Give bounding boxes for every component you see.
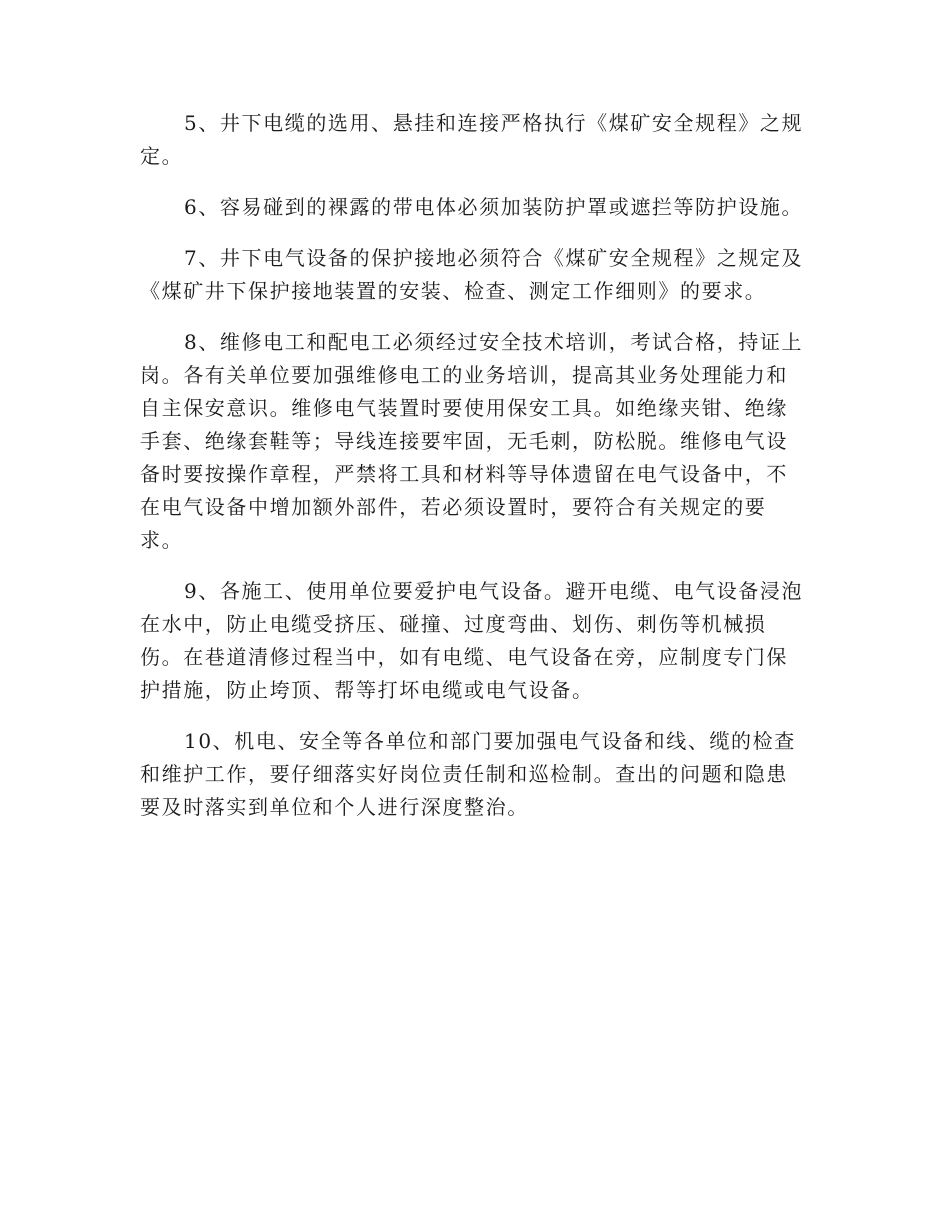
document-body (140, 107, 804, 842)
paragraph-item-8: 8、维修电工和配电工必须经过安全技术培训，考试合格，持证上岗。各有关单位要加强维修电工的业务培训，提高其业务处理能力和自主保安意识。维修电气装置时要使用保安工具。如绝缘夹钳、绝缘手套、绝缘套鞋等；导线连接要牢固，无毛刺，防松脱。维修电气设备时要按操作章程，严禁将工具和材料等导体遗留在电气设备中，不在电气设备中增加额外部件，若必须设置时，要符合有关规定的要求。 (140, 330, 804, 552)
paragraph-item-10: 10、机电、安全等各单位和部门要加强电气设备和线、缆的检查和维护工作，要仔细落实好岗位责任制和巡检制。查出的问题和隐患要及时落实到单位和个人进行深度整治。 (140, 729, 796, 819)
paragraph-item-5: 5、井下电缆的选用、悬挂和连接严格执行《煤矿安全规程》之规定。 (140, 111, 804, 168)
paragraph-item-7: 7、井下电气设备的保护接地必须符合《煤矿安全规程》之规定及《煤矿井下保护接地装置的安装、检查、测定工作细则》的要求。 (140, 246, 804, 303)
paragraph-item-6: 6、容易碰到的裸露的带电体必须加装防护罩或遮拦等防护设施。 (184, 195, 804, 219)
paragraph-item-9: 9、各施工、使用单位要爱护电气设备。避开电缆、电气设备浸泡在水中，防止电缆受挤压、碰撞、过度弯曲、划伤、刺伤等机械损伤。在巷道清修过程当中，如有电缆、电气设备在旁，应制度专门保护措施，防止垮顶、帮等打坏电缆或电气设备。 (140, 579, 804, 702)
